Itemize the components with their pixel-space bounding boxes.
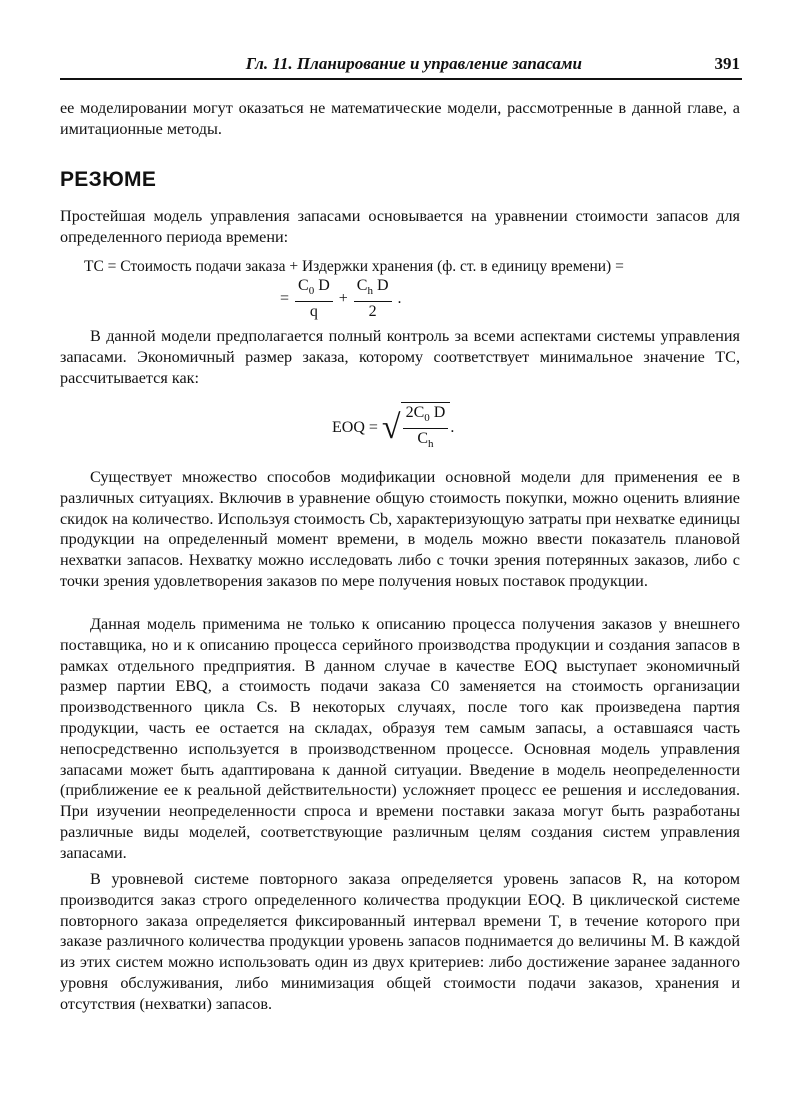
intro-text: ее моделировании могут оказаться не математические модели, рассмотренные в данной главе, а имитационные методы. <box>60 99 740 138</box>
fraction-eoq-numerator <box>403 403 449 429</box>
fraction-order-cost-denominator: q <box>309 303 318 321</box>
intro-paragraph <box>60 98 740 140</box>
fraction-eoq-denominator <box>403 429 449 454</box>
c-subscript: h <box>367 285 373 298</box>
paragraph-5-text: В уровневой системе повторного заказа определяется уровень запасов R, на котором производится заказ строго определенного количества продукции EOQ. В циклической системе повторного заказа определяется фиксированный интервал времени T, в течение которого при заказе различного количества продукции уровень запасов поднимается до величины M. В каждой из этих систем можно использовать один из двух критериев: либо достижение заранее заданного уровня обслуживания, либо минимизация общей стоимости подачи заказов, хранения и отсутствия (нехватки) запасов. <box>60 870 740 1013</box>
formula-plus: + <box>338 289 348 307</box>
formula-tc-lhs: TC = Стоимость подачи заказа + Издержки хранения (ф. ст. в единицу времени) = <box>84 258 624 275</box>
formula-eoq-end: . <box>450 418 455 436</box>
running-title: Гл. 11. Планирование и управление запасами <box>245 54 582 73</box>
page-header <box>60 48 742 80</box>
c-symbol: C <box>417 430 429 448</box>
paragraph-3 <box>60 467 740 592</box>
formula-tc-line1 <box>84 258 624 276</box>
paragraph-1-text: Простейшая модель управления запасами основывается на уравнении стоимости запасов для определенного периода времени: <box>60 207 740 246</box>
paragraph-2-text: В данной модели предполагается полный контроль за всеми аспектами системы управления запасами. Экономичный размер заказа, которому соответствует минимальное значение TC, рассчитывается как: <box>60 327 740 387</box>
fraction-holding-cost <box>354 276 392 322</box>
fraction-eoq <box>403 403 449 454</box>
radical-body <box>401 402 451 454</box>
formula-tc-line2 <box>280 276 402 322</box>
paragraph-3-text: Существует множество способов модификации основной модели для применения ее в различных ситуациях. Включив в уравнение общую стоимость покупки, можно оценить влияние скидок на количество. Используя стоимость Cb, характеризующую затраты при нехватке единицы продукции на определенный момент времени, в модель можно ввести показатель плановой нехватки запасов. Нехватку можно исследовать либо с точки зрения потерянных заказов, либо с точки зрения удовлетворения заказов по мере получения новых поставок продукции. <box>60 468 740 590</box>
formula-tc-eq: = <box>280 289 290 307</box>
radical-sign: √ <box>381 409 401 447</box>
formula-eoq <box>332 402 454 454</box>
c-subscript: 0 <box>308 285 315 298</box>
paragraph-5 <box>60 869 740 1015</box>
fraction-holding-cost-numerator <box>354 276 392 302</box>
two-c-symbol: 2C <box>405 404 425 421</box>
d-symbol: D <box>429 404 446 421</box>
c-symbol: C <box>298 277 309 294</box>
c-symbol: C <box>356 277 368 294</box>
page-number: 391 <box>714 54 740 73</box>
c-subscript: 0 <box>424 412 430 425</box>
section-heading: РЕЗЮМЕ <box>60 168 157 191</box>
d-symbol: D <box>372 277 389 294</box>
paragraph-2 <box>60 326 740 388</box>
fraction-order-cost <box>295 276 333 322</box>
paragraph-4-text: Данная модель применима не только к описанию процесса получения заказов у внешнего поставщика, но и к описанию процесса серийного производства продукции и создания запасов в рамках отдельного предприятия. В данном случае в качестве EOQ выступает экономичный размер партии EBQ, а стоимость подачи заказа C0 заменяется на стоимость организации производственного цикла Cs. В некоторых случаях, после того как произведена партия продукции, часть ее остается на складах, образуя тем самым запасы, а оставшаяся часть непосредственно используется в производственном процессе. Основная модель управления запасами может быть адаптирована к данной ситуации. Введение в модель неопределенности (приближение ее к реальной действительности) усложняет процесс ее решения и исследования. При изучении неопределенности спроса и времени поставки заказа могут быть разработаны различные виды моделей, соответствующие различным целям создания систем управления запасами. <box>60 615 740 862</box>
c-subscript: h <box>428 438 434 451</box>
fraction-order-cost-numerator <box>295 276 333 302</box>
d-symbol: D <box>314 277 330 294</box>
formula-eoq-lhs: EOQ = <box>332 418 378 436</box>
formula-tc-end: . <box>397 289 402 307</box>
fraction-holding-cost-denominator: 2 <box>368 303 377 321</box>
paragraph-1 <box>60 206 740 248</box>
paragraph-4 <box>60 614 740 864</box>
